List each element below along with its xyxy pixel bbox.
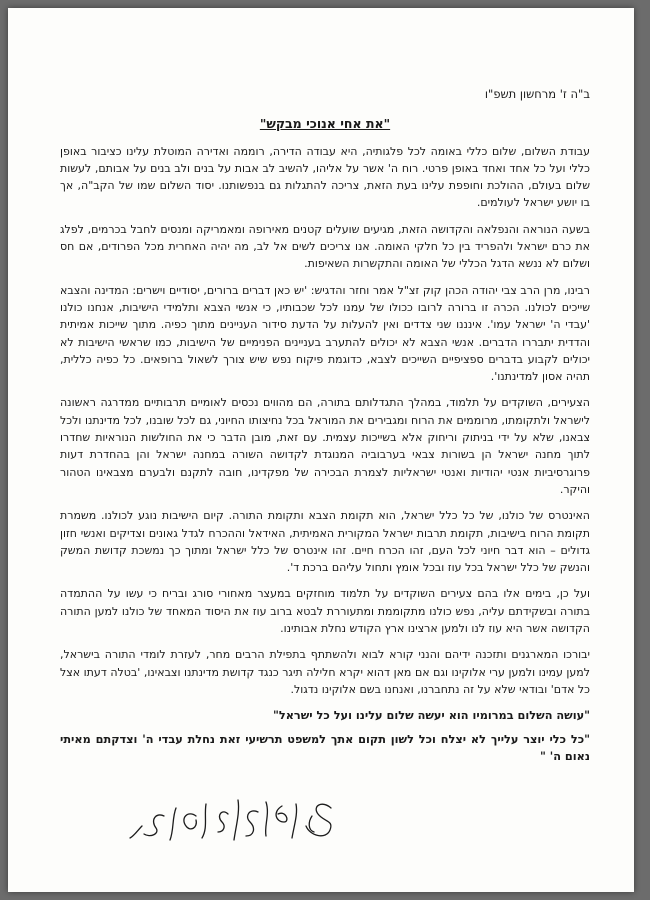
closing-blessing: "עושה השלום במרומיו הוא יעשה שלום עלינו ועל כל ישראל"	[272, 709, 590, 723]
closing-verse: "כל כלי יוצר עלייך לא יצלח וכל לשון תקום אתך למשפט תרשיעי זאת נחלת עבדי ה' וצדקתם מאיתי נאום ה' "	[60, 732, 590, 763]
handwritten-signature	[126, 786, 346, 848]
paragraph-7: יבורכו המארגנים ותזכנה ידיהם והנני קורא לבוא ולהשתתף בתפילת הרבים מחר, לעזרת לומדי התורה בישראל, למען עמינו ולמען ערי אלוקינו וגם אם מאן דהוא יקרא חלילה תיגר כנגד קדושת מדינתנו וצבאינו, 'בטלה דעתו אצל כל אדם' ובודאי שלא על זה נתחברנו, ואנחנו בשם אלוקינו נדגול.	[60, 648, 590, 696]
paragraph-1: עבודת השלום, שלום כללי באומה לכל פלגותיה, היא עבודה הדירה, רוממה ואדירה המוטלת עלינו כציבור באופן כללי ועל כל אחד ואחד באופן פרטי. רוח ה' אשר על אליהו, להשיב לב אבות על בנים ולב בנים על אבותם, לעשות שלום בעולם, ההולכת וחופפת עלינו בעת הזאת, צריכה להתגלות גם בנפשותנו. יסוד השלום שמו של הקב"ה, אך בו יושע ישראל לעולמים.	[60, 144, 590, 210]
paragraph-5: האינטרס של כולנו, של כל כלל ישראל, הוא תקומת הצבא ותקומת התורה. קיום הישיבות נוגע לכולנו. משמרת תקומת הרוח בישיבות, תקומת תרבות ישראל המקורית האמיתית, האידאל וההכרח לגדל גאונים וצדיקים ואנשי חזון גדולים – הוא דבר חיוני לכל העם, זהו הכרח חיים. זהו אינטרס של כלל ישראל ומתוך כך נמשכת קדושת המשק והנשק של כלל ישראל בכל עוז ובכל אומץ ותחול עליהם ברכת ד'.	[60, 509, 590, 575]
paragraph-4: הצעירים, השוקדים על תלמוד, במהלך התגדלותם בתורה, הם מהווים נכסים לאומיים תרבותיים ממדרגה ראשונה לישראל ולתקומתו, מרוממים את הרוח ומגבירים את המוראל בכל נחיצותו החיוני, גם לכל שובנו, לכל מדינתנו ולכל צבאנו, שלא על ידי בניתוק וריחוק אלא בשייכות עצמית. עם זאת, מובן הדבר כי את החולשות הנוראיות שחדרו לתוך מחנה ישראל הן בשורות צבאי בערבוביה המנוגדת לקדושה השורה במחנה ישראל והן בהחדרת דעות פרוגרסיביות אנטי יהודיות ואנטי ישראליות לצמרת הבכירה של מפקדינו, חובה לתקנם ולבערם מצבאינו הטהור והיקר.	[60, 396, 590, 496]
paragraph-6: ועל כן, בימים אלו בהם צעירים השוקדים על תלמוד מוחזקים במעצר מאחורי סורג ובריח כי עשו על ההתמדה בתורה ובשקידתם עליה, נפש כולנו מתקוממת ומתעוררת לבטא ברוב עוז את היסוד המאחד של כולנו למען התורה הקדושה אשר היא עוז לנו ולמען ארצינו ארץ הקודש נחלת אבותינו.	[60, 587, 590, 636]
letter-page	[8, 8, 634, 892]
letter-date: ב"ה ז' מרחשון תשפ"ו	[484, 87, 590, 101]
letter-title: "את אחי אנוכי מבקש"	[259, 116, 391, 132]
letter-body	[60, 86, 590, 771]
paragraph-3: רבינו, מרן הרב צבי יהודה הכהן קוק זצ"ל אמר וחזר והדגיש: 'יש כאן דברים ברורים, יסודיים וישרים: המדינה והצבא שייכים לכולנו. הכרה זו ברורה לרובו ככולו של עמנו לכל שכבותיו, כי אנשי הצבא ותלמידי הישיבות, אנחנו כולנו 'עבדי ה' ישראל עמו'. אינננו שני צדדים ואין להעלות על הדעת סידור העניינים מתוך כפיה. מתוך שייכות אמיתית והדדית יתבררו הדברים. אנשי הצבא לא יכולים להתערב בעניינים הפנימיים של הישיבות, כמו שראשי הישיבות לא יכולים לקבוע בדברים ספציפיים השייכים לצבא, כדוגמת פיקוח נפש שיש צורך לשאול ברופאים. כל כפיה כללית, תהיה אסון למדינתנו'.	[60, 283, 590, 384]
paragraph-2: בשעה הנוראה והנפלאה והקדושה הזאת, מגיעים שועלים קטנים מאירופה ומאמריקה ומנסים לחבל בכרמים, לפלג את כרם ישראל ולהפריד בין כל חלקי האומה. אנו צריכים לשים אל לב, מה יהיה האחרית מכל הפרודים, אם חס ושלום לא ננשא הדגל הכללי של האומה והתקשרות השאיפות.	[60, 222, 590, 271]
